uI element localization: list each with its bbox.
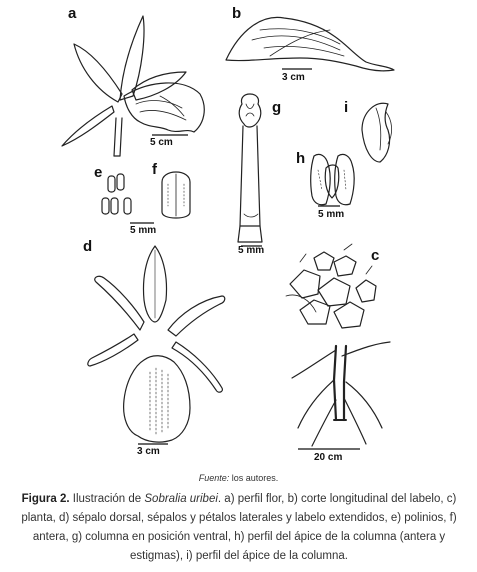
figure-source — [0, 473, 477, 483]
panel-label-i: i — [344, 99, 349, 116]
panel-label-h: h — [296, 150, 306, 167]
caption-species: Sobralia uribei — [144, 493, 218, 505]
panel-label-b: b — [232, 5, 242, 22]
source-text: los autores. — [229, 473, 279, 483]
source-label: Fuente: — [198, 473, 230, 483]
scale-label-c: 20 cm — [314, 452, 343, 463]
scale-label-d: 3 cm — [137, 446, 160, 457]
scale-label-ef: 5 mm — [130, 225, 157, 236]
scale-label-h: 5 mm — [318, 209, 345, 220]
panel-label-a: a — [68, 5, 77, 22]
scale-label-b: 3 cm — [282, 72, 305, 83]
caption-body: . a) perfil flor, b) corte longitudinal del labelo, c) planta, d) sépalo dorsal, sépalos y pétalos laterales y labelo extendidos, e) polinios, f) antera, g) columna en posición ventral, h) perfil del ápice de la columna (antera y estigmas), i) perfil del ápice de la columna. — [21, 493, 457, 562]
panel-label-c: c — [371, 247, 380, 264]
scale-label-g: 5 mm — [238, 245, 265, 256]
panel-label-e: e — [94, 164, 103, 181]
caption-label: Figura 2. — [21, 493, 70, 505]
panel-label-d: d — [83, 238, 93, 255]
panel-label-f: f — [152, 161, 157, 178]
panel-label-g: g — [272, 99, 282, 116]
scale-label-a: 5 cm — [150, 137, 173, 148]
figure-caption — [6, 490, 472, 566]
caption-pre: Ilustración de — [69, 493, 145, 505]
